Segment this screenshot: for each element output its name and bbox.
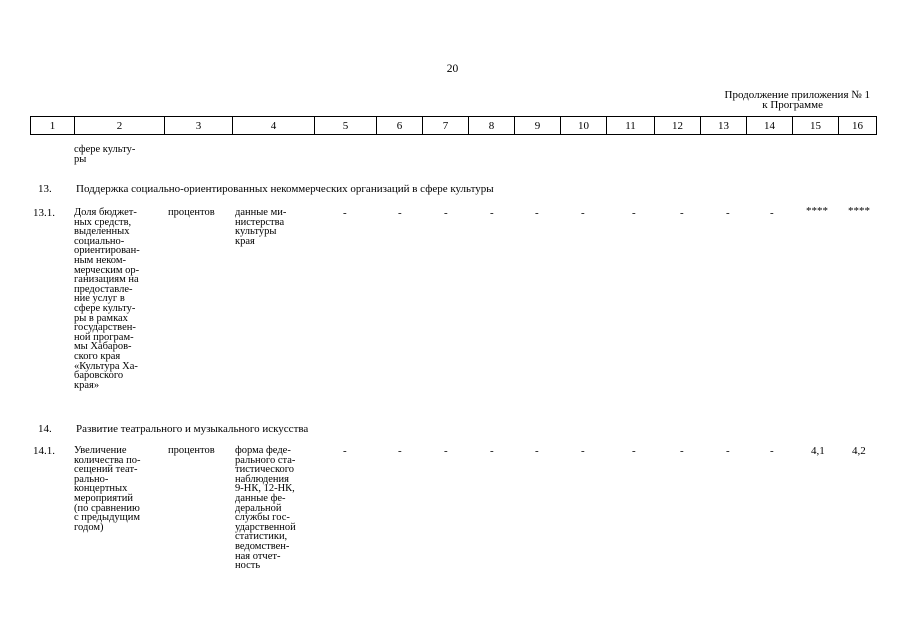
row-13-1-value: **** bbox=[806, 205, 828, 217]
section-14-number: 14. bbox=[38, 423, 52, 435]
name-line: социально- bbox=[74, 235, 125, 247]
row-13-1-number: 13.1. bbox=[33, 207, 55, 219]
row-13-1-value: - bbox=[632, 207, 636, 219]
carry-over-line: ры bbox=[74, 153, 87, 165]
carry-over-line: сфере культу- bbox=[74, 144, 136, 155]
row-13-1-name bbox=[74, 208, 164, 390]
row-14-1-source bbox=[235, 446, 313, 571]
section-13-title: Поддержка социально-ориентированных некоммерческих организаций в сфере культуры bbox=[76, 183, 494, 195]
name-line: предоставле- bbox=[74, 283, 133, 295]
source-line: службы гос- bbox=[235, 512, 290, 524]
source-line: деральной bbox=[235, 502, 282, 514]
name-line: государствен- bbox=[74, 322, 136, 334]
name-line: баровского bbox=[74, 370, 124, 382]
header-cell: 8 bbox=[469, 117, 515, 135]
name-line: ориентирован- bbox=[74, 245, 140, 257]
row-13-1-value: - bbox=[581, 207, 585, 219]
source-line: статистики, bbox=[235, 531, 288, 543]
source-line: нистерства bbox=[235, 216, 285, 228]
source-line: рального ста- bbox=[235, 454, 296, 466]
source-line: данные ми- bbox=[235, 207, 287, 218]
name-line: «Культура Ха- bbox=[74, 360, 138, 372]
header-cell: 16 bbox=[839, 117, 877, 135]
name-line: края» bbox=[74, 379, 100, 391]
row-14-1-value: - bbox=[490, 445, 494, 457]
header-cell: 10 bbox=[561, 117, 607, 135]
appendix-line-2: к Программе bbox=[762, 99, 823, 111]
name-line: ганизациям на bbox=[74, 274, 139, 286]
name-line: ных средств, bbox=[74, 216, 132, 228]
row-14-1-name bbox=[74, 446, 164, 532]
name-line: годом) bbox=[74, 521, 104, 533]
name-line: (по сравнению bbox=[74, 502, 140, 514]
name-line: мероприятий bbox=[74, 492, 133, 504]
name-line: Доля бюджет- bbox=[74, 207, 137, 218]
header-cell: 6 bbox=[377, 117, 423, 135]
name-line: мерческим ор- bbox=[74, 264, 140, 276]
header-cell: 15 bbox=[793, 117, 839, 135]
source-line: культуры bbox=[235, 226, 277, 238]
name-line: мы Хабаров- bbox=[74, 341, 132, 353]
header-cell: 9 bbox=[515, 117, 561, 135]
row-14-1-value: - bbox=[444, 445, 448, 457]
row-14-1-value: - bbox=[343, 445, 347, 457]
source-line: 9-НК, 12-НК, bbox=[235, 483, 295, 495]
row-13-1-value: - bbox=[444, 207, 448, 219]
source-line: тистического bbox=[235, 464, 295, 476]
name-line: сфере культу- bbox=[74, 302, 136, 314]
header-cell: 11 bbox=[607, 117, 655, 135]
name-line: ние услуг в bbox=[74, 293, 125, 305]
row-13-1-value: - bbox=[726, 207, 730, 219]
name-line: сещений теат- bbox=[74, 464, 138, 476]
row-14-1-value: - bbox=[398, 445, 402, 457]
name-line: рально- bbox=[74, 473, 109, 485]
row-14-1-number: 14.1. bbox=[33, 445, 55, 457]
name-line: количества по- bbox=[74, 454, 141, 466]
row-14-1-value: - bbox=[581, 445, 585, 457]
row-13-1-source bbox=[235, 208, 313, 246]
name-line: концертных bbox=[74, 483, 128, 495]
row-13-1-value: - bbox=[398, 207, 402, 219]
name-line: ным неком- bbox=[74, 254, 126, 266]
row-14-1-value: 4,2 bbox=[852, 445, 866, 457]
row-13-1-value: - bbox=[343, 207, 347, 219]
row-14-1-unit: процентов bbox=[168, 445, 215, 456]
header-cell: 7 bbox=[423, 117, 469, 135]
row-14-1-value: - bbox=[770, 445, 774, 457]
section-14-title: Развитие театрального и музыкального искусства bbox=[76, 423, 309, 435]
row-13-1-value: - bbox=[535, 207, 539, 219]
source-line: форма феде- bbox=[235, 445, 291, 456]
source-line: ударственной bbox=[235, 521, 296, 533]
page-number: 20 bbox=[446, 63, 459, 75]
name-line: ры в рамках bbox=[74, 312, 128, 324]
name-line: с предыдущим bbox=[74, 512, 141, 524]
row-14-1-value: - bbox=[680, 445, 684, 457]
name-line: выделенных bbox=[74, 226, 130, 238]
source-line: ная отчет- bbox=[235, 550, 281, 562]
row-13-1-unit: процентов bbox=[168, 207, 215, 218]
header-cell: 1 bbox=[31, 117, 75, 135]
header-cell: 14 bbox=[747, 117, 793, 135]
source-line: данные фе- bbox=[235, 492, 286, 504]
header-cell: 13 bbox=[701, 117, 747, 135]
name-line: Увеличение bbox=[74, 445, 127, 456]
row-14-1-value: - bbox=[726, 445, 730, 457]
row-14-1-value: - bbox=[632, 445, 636, 457]
name-line: ной програм- bbox=[74, 331, 134, 343]
section-13-number: 13. bbox=[38, 183, 52, 195]
header-cell: 2 bbox=[75, 117, 165, 135]
row-13-1-value: - bbox=[680, 207, 684, 219]
header-cell: 5 bbox=[315, 117, 377, 135]
row-13-1-value: **** bbox=[848, 205, 870, 217]
row-14-1-value: 4,1 bbox=[811, 445, 825, 457]
header-cell: 4 bbox=[233, 117, 315, 135]
source-line: края bbox=[235, 235, 255, 247]
source-line: ведомствен- bbox=[235, 540, 290, 552]
source-line: наблюдения bbox=[235, 473, 289, 485]
name-line: ского края bbox=[74, 350, 121, 362]
header-cell: 12 bbox=[655, 117, 701, 135]
row-14-1-value: - bbox=[535, 445, 539, 457]
source-line: ность bbox=[235, 560, 261, 572]
appendix-line-1: Продолжение приложения № 1 bbox=[724, 89, 870, 101]
appendix-label bbox=[640, 90, 870, 110]
header-cell: 3 bbox=[165, 117, 233, 135]
carry-over-text bbox=[74, 145, 164, 164]
column-number-header bbox=[30, 116, 877, 135]
row-13-1-value: - bbox=[770, 207, 774, 219]
row-13-1-value: - bbox=[490, 207, 494, 219]
